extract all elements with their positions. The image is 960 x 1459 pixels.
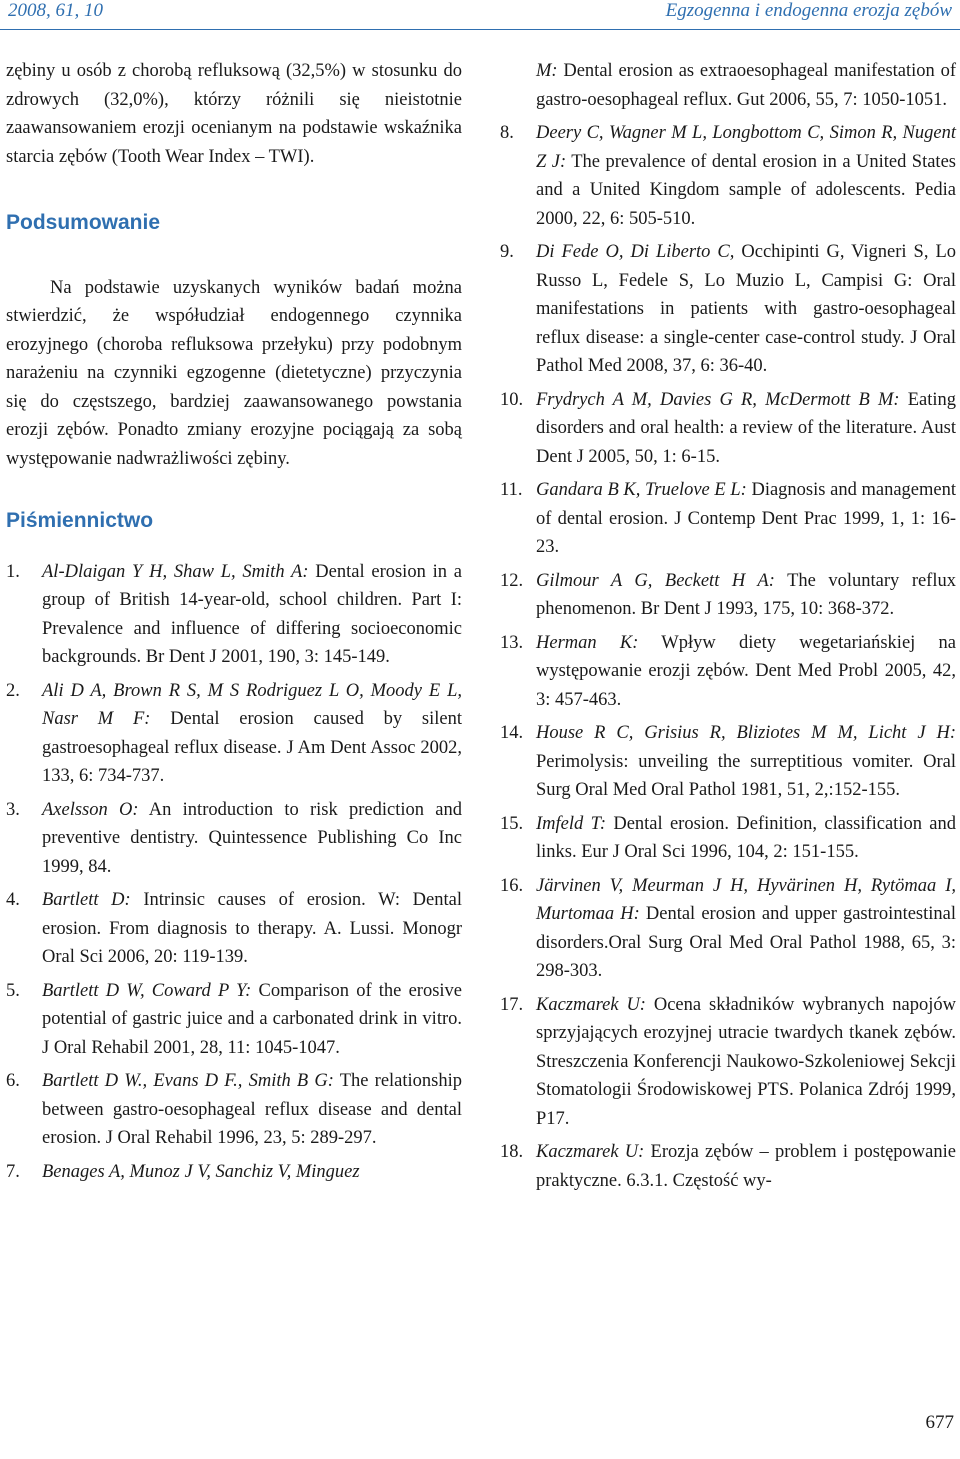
reference-number: 4. — [6, 890, 20, 910]
reference-item — [500, 872, 956, 986]
reference-item — [6, 796, 462, 882]
left-column — [6, 57, 462, 1191]
reference-text: An introduction to risk prediction and preventive dentistry. Quintessence Publishing Co Inc 1999, 84. — [42, 799, 462, 877]
reference-item — [500, 238, 956, 381]
reference-item — [500, 1138, 956, 1195]
reference-text: Diagnosis and management of dental erosion. J Contemp Dent Prac 1999, 1, 1: 16-23. — [536, 480, 956, 557]
reference-number: 16. — [500, 875, 524, 896]
reference-number: 10. — [500, 389, 524, 410]
reference-item — [500, 719, 956, 805]
reference-text: Ocena składników wybranych napojów sprzyjających erozyjnej utracie twardych tkanek zębów. Streszczenia Konferencji Naukowo-Szkoleniowej Sekcji Stomatologii Środowiskowej PTS. Polanica Zdrój 1999, P17. — [536, 994, 956, 1129]
summary-paragraph: Na podstawie uzyskanych wyników badań można stwierdzić, że współudział endogennego czynnika erozyjnego (choroba refluksowa przełyku) przy podobnym narażeniu na czynniki egzogenne (dietetyczne) przyczynia się do częstszego, bardziej zaawansowanego powstania erozji zębów. Ponadto zmiany erozyjne pociągają za sobą występowanie nadwrażliwości zębiny. — [6, 277, 462, 469]
running-title: Egzogenna i endogenna erozja zębów — [665, 0, 952, 21]
reference-item — [500, 991, 956, 1134]
reference-authors: Kaczmarek U: — [536, 994, 646, 1015]
reference-number: 15. — [500, 813, 524, 834]
reference-text: Dental erosion as extraoesophageal manifestation of gastro-oesophageal reflux. Gut 2006, 55, 7: 1050-1051. — [536, 61, 956, 110]
intro-paragraph: zębiny u osób z chorobą refluksową (32,5%) w stosunku do zdrowych (32,0%), którzy różnili się nieistotnie zaawansowaniem erozji ocenianym na podstawie wskaźnika starcia zębów (Tooth Wear Index – TWI). — [6, 61, 462, 167]
reference-authors: Di Fede O, Di Liberto C, — [536, 242, 735, 262]
reference-text: Dental erosion. Definition, classification and links. Eur J Oral Sci 1996, 104, 2: 151-155. — [536, 813, 956, 862]
reference-number: 3. — [6, 799, 20, 820]
reference-item — [500, 386, 956, 472]
right-column — [500, 57, 956, 1200]
reference-authors: Frydrych A M, Davies G R, McDermott B M: — [536, 389, 900, 410]
reference-text: Comparison of the erosive potential of gastric juice and a carbonated drink in vitro. J Oral Rehabil 2001, 28, 11: 1045-1047. — [42, 980, 463, 1058]
reference-item — [6, 1067, 462, 1153]
reference-continuation — [500, 57, 956, 114]
header-rule — [0, 29, 960, 30]
reference-authors: Axelsson O: — [42, 799, 139, 820]
reference-authors: Kaczmarek U: — [536, 1142, 645, 1162]
reference-text: Intrinsic causes of erosion. W: Dental erosion. From diagnosis to therapy. A. Lussi. Monogr Oral Sci 2006, 20: 119-139. — [42, 890, 462, 967]
reference-item — [500, 119, 956, 233]
reference-text: Eating disorders and oral health: a review of the literature. Aust Dent J 2005, 50, 1: 6-15. — [536, 389, 957, 467]
reference-number: 5. — [6, 980, 20, 1001]
reference-authors: Järvinen V, Meurman J H, Hyvärinen H, Rytömaa I, Murtomaa H: — [536, 875, 956, 924]
reference-authors: Benages A, Munoz J V, Sanchiz V, Minguez — [42, 1161, 360, 1182]
reference-text: The prevalence of dental erosion in a United States and a United Kingdom sample of adolescents. Pedia 2000, 22, 6: 505-510. — [536, 151, 956, 229]
reference-authors: Bartlett D: — [42, 890, 131, 910]
reference-authors: Gilmour A G, Beckett H A: — [536, 570, 775, 591]
reference-authors: Herman K: — [536, 632, 639, 653]
reference-list-left — [6, 558, 462, 1187]
reference-number: 9. — [500, 242, 514, 262]
reference-text: Wpływ diety wegetariańskiej na występowanie erozji zębów. Dent Med Probl 2005, 42, 3: 457-463. — [536, 632, 956, 710]
reference-text: The relationship between gastro-oesophageal reflux disease and dental erosion. J Oral Rehabil 1996, 23, 5: 289-297. — [42, 1071, 462, 1148]
reference-authors: Ali D A, Brown R S, M S Rodriguez L O, Moody E L, Nasr M F: — [42, 680, 462, 729]
reference-authors: M: — [536, 61, 558, 81]
reference-number: 2. — [6, 680, 20, 701]
section-title-summary: Podsumowanie — [6, 211, 161, 234]
reference-number: 6. — [6, 1071, 20, 1091]
reference-item — [6, 886, 462, 972]
reference-number: 14. — [500, 723, 524, 743]
reference-item — [500, 810, 956, 867]
reference-authors: Gandara B K, Truelove E L: — [536, 480, 747, 500]
reference-item — [6, 977, 462, 1063]
reference-text: Dental erosion and upper gastrointestinal disorders.Oral Surg Oral Med Oral Pathol 1988, 65, 3: 298-303. — [536, 904, 957, 981]
reference-authors: Bartlett D W, Coward P Y: — [42, 980, 252, 1001]
reference-item — [6, 677, 462, 791]
reference-text: Perimolysis: unveiling the surreptitious vomiter. Oral Surg Oral Med Oral Pathol 1981, 51, 2,:152-155. — [536, 751, 956, 800]
reference-item — [500, 476, 956, 562]
page-number: 677 — [925, 1412, 954, 1433]
reference-number: 17. — [500, 994, 524, 1015]
reference-text: Dental erosion caused by silent gastroesophageal reflux disease. J Am Dent Assoc 2002, 133, 6: 734-737. — [42, 709, 462, 786]
journal-issue: 2008, 61, 10 — [8, 0, 103, 21]
reference-item — [500, 567, 956, 624]
reference-authors: House R C, Grisius R, Bliziotes M M, Licht J H: — [536, 723, 956, 743]
reference-number: 11. — [500, 480, 523, 500]
section-title-references: Piśmiennictwo — [6, 509, 154, 532]
reference-number: 13. — [500, 632, 524, 653]
reference-text: Occhipinti G, Vigneri S, Lo Russo L, Fedele S, Lo Muzio L, Campisi G: Oral manifestations in patients with gastro-oesophageal reflux disease: a single-center case-control study. J Oral Pathol Med 2008, 37, 6: 36-40. — [536, 242, 957, 376]
reference-number: 1. — [6, 561, 20, 582]
reference-number: 18. — [500, 1142, 524, 1162]
reference-text: The voluntary reflux phenomenon. Br Dent J 1993, 175, 10: 368-372. — [536, 570, 956, 619]
reference-text: Erozja zębów – problem i postępowanie praktyczne. 6.3.1. Częstość wy- — [536, 1142, 956, 1191]
reference-authors: Deery C, Wagner M L, Longbottom C, Simon R, Nugent Z J: — [536, 123, 956, 172]
reference-authors: Bartlett D W., Evans D F., Smith B G: — [42, 1071, 334, 1091]
reference-item — [6, 1158, 462, 1187]
reference-authors: Imfeld T: — [536, 813, 607, 834]
reference-number: 7. — [6, 1161, 20, 1182]
reference-authors: Al-Dlaigan Y H, Shaw L, Smith A: — [42, 561, 309, 582]
reference-number: 8. — [500, 123, 514, 143]
running-header — [0, 0, 960, 36]
reference-list-right — [500, 119, 956, 1195]
reference-text: Dental erosion in a group of British 14-year-old, school children. Part I: Prevalence and influence of differing socioeconomic backgrounds. Br Dent J 2001, 190, 3: 145-149. — [42, 561, 462, 667]
reference-item — [6, 558, 462, 672]
reference-item — [500, 629, 956, 715]
reference-number: 12. — [500, 570, 524, 591]
